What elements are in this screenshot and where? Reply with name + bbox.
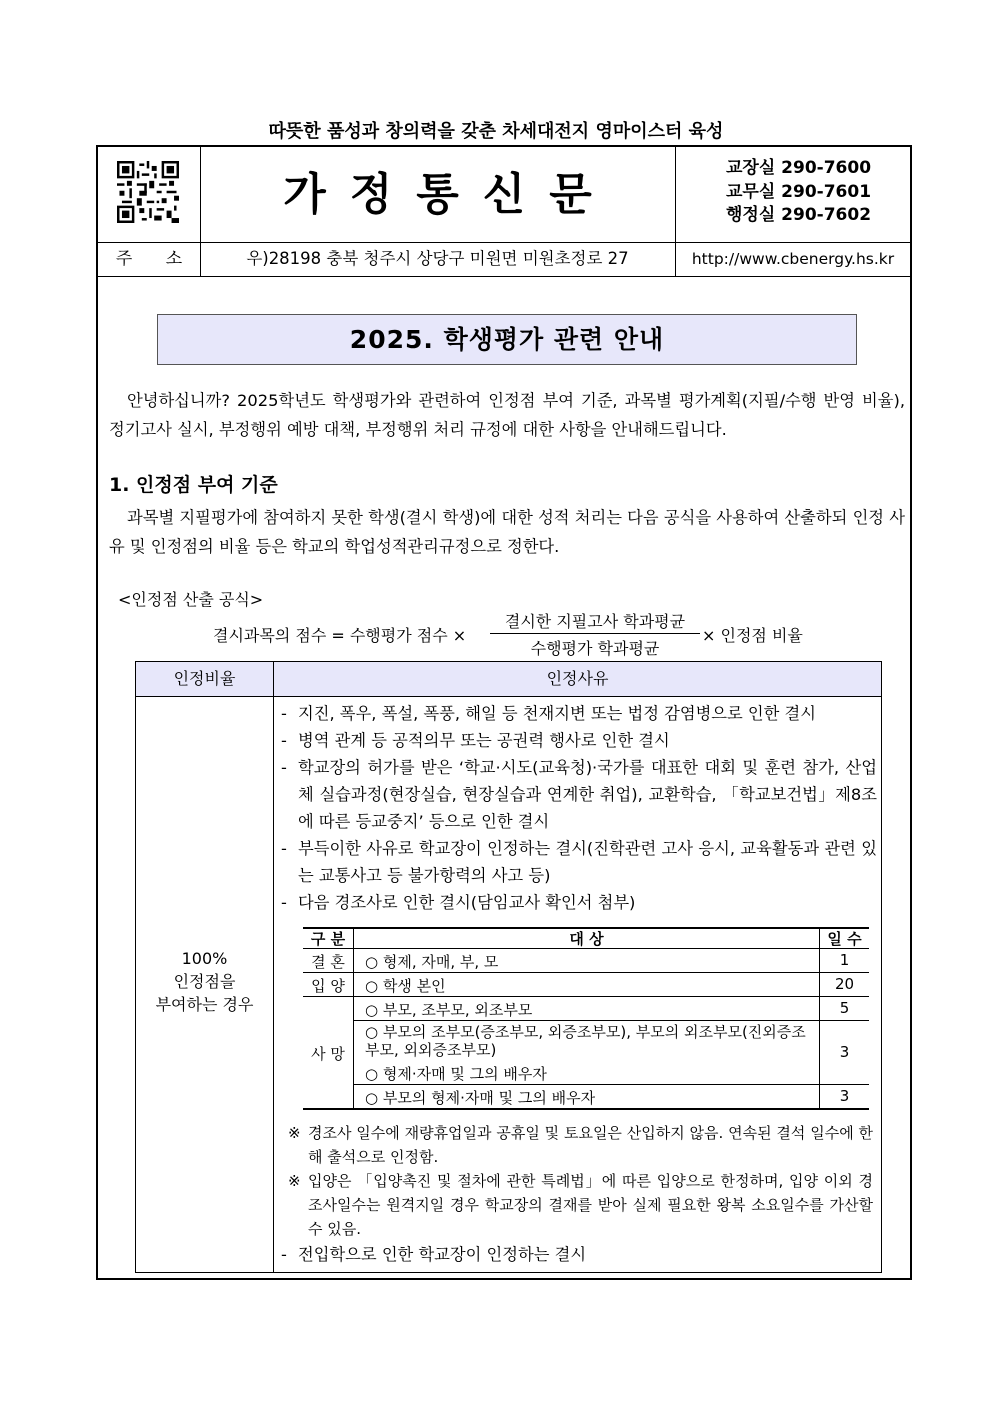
newsletter-frame — [96, 145, 912, 1280]
target-adoption: ○ 학생 본인 — [365, 977, 446, 995]
newsletter-header — [98, 147, 910, 243]
cat-death: 사 망 — [311, 1045, 345, 1063]
rule — [353, 1084, 869, 1085]
rule — [303, 996, 869, 997]
formula — [213, 609, 813, 659]
qr-code-icon[interactable] — [117, 161, 179, 223]
section-body: 과목별 지필평가에 참여하지 못한 학생(결시 학생)에 대한 성적 처리는 다음 공식을 사용하여 산출하되 인정 사유 및 인정점의 비율 등은 학교의 학업성적관리규정으로 정한다. — [109, 508, 905, 556]
phone-admin: 행정실 290-7602 — [726, 205, 872, 225]
newsletter-title: 가정통신문 — [283, 169, 616, 220]
intro-paragraph: 안녕하십니까? 2025학년도 학생평가와 관련하여 인정점 부여 기준, 과목별 평가계획(지필/수행 반영 비율), 정기고사 실시, 부정행위 예방 대책, 부정행위 처리 규정에 대한 사항을 안내해드립니다. — [109, 391, 905, 439]
reason-item-last: - 전입학으로 인한 학교장이 인정하는 결시 — [281, 1245, 587, 1264]
reason-item: - 학교장의 허가를 받은 ‘학교·시도(교육청)·국가를 대표한 대회 및 훈련 참가, 산업체 실습과정(현장실습, 현장실습과 연계한 취업), 교환학습, 「학교보건법」제8조에 따른 등교중지’ 등으로 인한 결시 — [281, 758, 877, 831]
formula-rhs: × 인정점 비율 — [702, 626, 803, 645]
fraction-bar — [490, 633, 700, 634]
sub-header-days: 일 수 — [827, 930, 862, 948]
criteria-table — [135, 661, 882, 1273]
col-rule — [353, 927, 354, 1108]
formula-lhs: 결시과목의 점수 = 수행평가 점수 × — [213, 626, 467, 645]
reason-item: - 지진, 폭우, 폭설, 폭풍, 해일 등 천재지변 또는 법정 감염병으로 인한 결시 — [281, 704, 817, 723]
days-death-3: 3 — [839, 1087, 850, 1105]
formula-numerator: 결시한 지필고사 학과평균 — [504, 612, 686, 631]
section-heading: 1. 인정점 부여 기준 — [109, 474, 278, 496]
rule-bottom — [303, 1108, 869, 1110]
formula-label: <인정점 산출 공식> — [118, 590, 264, 609]
rule — [303, 972, 869, 973]
school-url-link[interactable]: http://www.cbenergy.hs.kr — [675, 242, 910, 276]
phone-principal: 교장실 290-7600 — [726, 158, 872, 178]
days-marriage: 1 — [839, 951, 850, 969]
reason-item: - 병역 관계 등 공적의무 또는 공권력 행사로 인한 결시 — [281, 731, 670, 750]
target-death-2: ○ 부모의 조부모(증조부모, 외증조부모), 부모의 외조부모(진외증조부모, 외외증조부모) — [365, 1023, 806, 1059]
ratio-cell: 100% 인정점을 부여하는 경우 — [155, 949, 254, 1014]
school-address: 우)28198 충북 청주시 상당구 미원면 미원초정로 27 — [246, 249, 629, 268]
address-row — [98, 242, 910, 277]
sub-header-cat: 구 분 — [310, 930, 346, 948]
target-death-2b: ○ 형제·자매 및 그의 배우자 — [365, 1065, 547, 1083]
phone-academic: 교무실 290-7601 — [726, 181, 872, 202]
formula-denominator: 수행평가 학과평균 — [530, 639, 660, 658]
note-item: ※ 입양은 「입양촉진 및 절차에 관한 특례법」에 따른 입양으로 한정하며, 입양 이외 경조사일수는 원격지일 경우 학교장의 결재를 받아 실제 필요한 왕복 소요일수를 가산할 수 있음. — [288, 1172, 873, 1238]
header-ratio: 인정비율 — [136, 662, 274, 697]
days-adoption: 20 — [834, 975, 855, 993]
column-divider — [273, 662, 274, 1272]
cat-adoption: 입 양 — [311, 977, 345, 995]
document-title: 2025. 학생평가 관련 안내 — [157, 314, 857, 365]
phone-list — [675, 147, 910, 242]
reason-item: - 다음 경조사로 인한 결시(담임교사 확인서 첨부) — [281, 893, 636, 912]
target-death-3: ○ 부모의 형제·자매 및 그의 배우자 — [365, 1089, 596, 1107]
note-item: ※ 경조사 일수에 재량휴업일과 공휴일 및 토요일은 산입하지 않음. 연속된 결석 일수에 한해 출석으로 인정함. — [288, 1124, 873, 1166]
cat-marriage: 결 혼 — [311, 953, 345, 971]
sub-header-target: 대 상 — [569, 930, 604, 948]
days-death-1: 5 — [839, 999, 850, 1017]
target-marriage: ○ 형제, 자매, 부, 모 — [365, 953, 499, 971]
address-label: 주 소 — [98, 242, 201, 276]
days-death-2: 3 — [839, 1043, 850, 1061]
school-motto: 따뜻한 품성과 창의력을 갖춘 차세대전지 영마이스터 육성 — [268, 121, 724, 142]
qr-cell — [98, 147, 201, 242]
reason-item: - 부득이한 사유로 학교장이 인정하는 결시(진학관련 고사 응시, 교육활동과 관련 있는 교통사고 등 불가항력의 사고 등) — [281, 839, 877, 885]
rule — [353, 1020, 869, 1021]
target-death-1: ○ 부모, 조부모, 외조부모 — [365, 1001, 533, 1019]
header-reason: 인정사유 — [274, 662, 881, 697]
